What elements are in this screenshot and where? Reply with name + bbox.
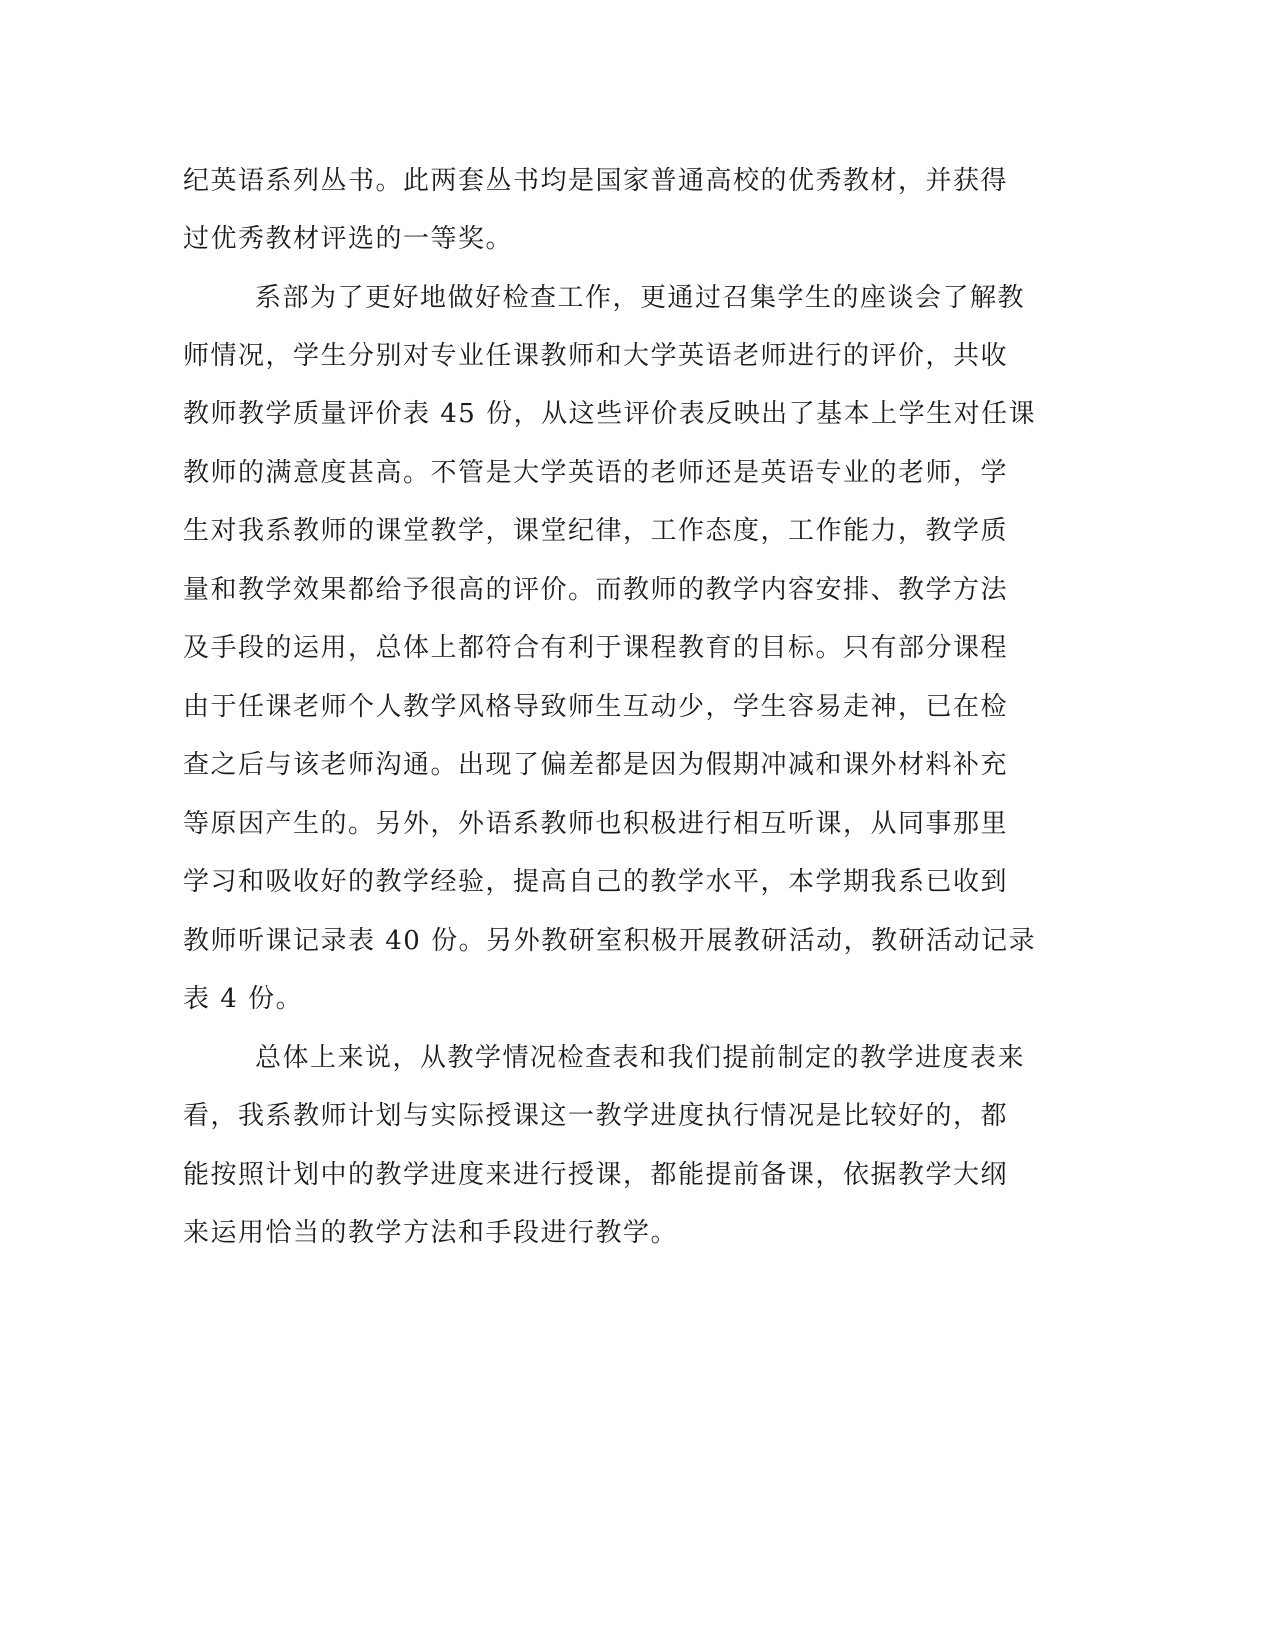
paragraph-2-line-13: 表 4 份。 xyxy=(183,984,304,1014)
paragraph-2-line-11: 学习和吸收好的教学经验，提高自己的教学水平，本学期我系已收到 xyxy=(183,867,1009,897)
paragraph-2-line-12: 教师听课记录表 40 份。另外教研室积极开展教研活动，教研活动记录 xyxy=(183,926,1037,956)
paragraph-2-line-5: 生对我系教师的课堂教学，课堂纪律，工作态度，工作能力，教学质 xyxy=(183,516,1009,546)
paragraph-2-line-9: 查之后与该老师沟通。出现了偏差都是因为假期冲减和课外材料补充 xyxy=(183,750,1009,780)
paragraph-2-line-6: 量和教学效果都给予很高的评价。而教师的教学内容安排、教学方法 xyxy=(183,575,1009,605)
paragraph-3-line-1: 总体上来说，从教学情况检查表和我们提前制定的教学进度表来 xyxy=(255,1043,1026,1073)
paragraph-2-line-2: 师情况，学生分别对专业任课教师和大学英语老师进行的评价，共收 xyxy=(183,341,1009,371)
paragraph-2-line-1: 系部为了更好地做好检查工作，更通过召集学生的座谈会了解教 xyxy=(255,283,1026,313)
paragraph-3-line-2: 看，我系教师计划与实际授课这一教学进度执行情况是比较好的，都 xyxy=(183,1101,1009,1131)
paragraph-1-line-2: 过优秀教材评选的一等奖。 xyxy=(183,224,514,254)
paragraph-2-line-3: 教师教学质量评价表 45 份，从这些评价表反映出了基本上学生对任课 xyxy=(183,399,1037,429)
paragraph-2-line-8: 由于任课老师个人教学风格导致师生互动少，学生容易走神，已在检 xyxy=(183,692,1009,722)
paragraph-3-line-3: 能按照计划中的教学进度来进行授课，都能提前备课，依据教学大纲 xyxy=(183,1160,1009,1190)
paragraph-2-line-4: 教师的满意度甚高。不管是大学英语的老师还是英语专业的老师，学 xyxy=(183,458,1009,488)
paragraph-2-line-10: 等原因产生的。另外，外语系教师也积极进行相互听课，从同事那里 xyxy=(183,809,1009,839)
paragraph-1-line-1: 纪英语系列丛书。此两套丛书均是国家普通高校的优秀教材，并获得 xyxy=(183,166,1009,196)
paragraph-2-line-7: 及手段的运用，总体上都符合有利于课程教育的目标。只有部分课程 xyxy=(183,633,1009,663)
paragraph-3-line-4: 来运用恰当的教学方法和手段进行教学。 xyxy=(183,1218,679,1248)
